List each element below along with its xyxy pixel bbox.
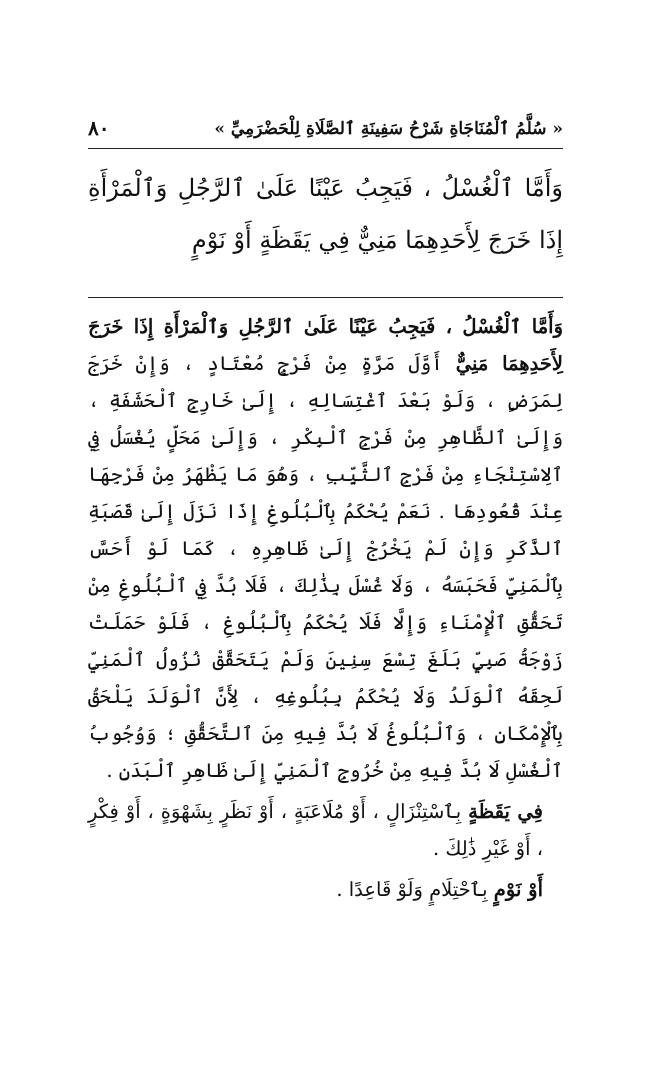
commentary-text: بِٱسْتِنْزَالٍ ، أَوْ مُلَاعَبَةٍ ، أَوْ نَظَرٍ بِشَهْوَةٍ ، أَوْ فِكْرٍ ، أَوْ غَيْرِ ذَٰلِكَ . (88, 800, 543, 860)
commentary-text: أَوَّلَ مَرَّةٍ مِنْ فَرْجٍ مُعْتَادٍ ، وَإِنْ خَرَجَ لِمَرَضٍ ، وَلَوْ بَعْدَ ٱغْتِسَالِهِ ، إِلَىٰ خَارِجِ ٱلْحَشَفَةِ ، وَإِلَىٰ ٱلظَّاهِرِ مِنْ فَرْجِ ٱلْبِكْرِ ، وَإِلَىٰ مَحَلٍّ يُغْسَلُ فِي ٱلِاسْتِنْجَاءِ مِنْ فَرْجِ ٱلثَّيِّبِ ، وَهُوَ مَا يَظْهَرُ مِنْ فَرْجِهَا عِنْدَ قُعُودِهَا . نَعَمْ يُحْكَمُ بِٱلْبُلُوغِ إِذَا نَزَلَ إِلَىٰ قَصَبَةِ ٱلذَّكَرِ وَإِنْ لَمْ يَخْرُجْ إِلَىٰ ظَاهِرِهِ ، كَمَا لَوْ أَحَسَّ بِٱلْمَنِيِّ فَحَبَسَهُ ، وَلَا غُسْلَ بِذَٰلِكَ ، فَلَا بُدَّ فِي ٱلْبُلُوغِ مِنْ تَحَقُّقِ ٱلْإِمْنَاءِ وَإِلَّا فَلَا يُحْكَمُ بِٱلْبُلُوغِ ، فَلَوْ حَمَلَتْ زَوْجَةُ صَبِيٍّ بَلَغَ تِسْعَ سِنِينَ وَلَمْ يَتَحَقَّقْ نُزُولُ ٱلْمَنِيِّ لَحِقَهُ ٱلْوَلَدُ وَلَا يُحْكَمُ بِبُلُوغِهِ ، لِأَنَّ ٱلْوَلَدَ يَلْحَقُ بِٱلْإِمْكَانِ ، وَٱلْبُلُوغُ لَا بُدَّ فِيهِ مِنَ ٱلتَّحَقُّقِ ؛ وَوُجُوبُ ٱلْغُسْلِ لَا بُدَّ فِيهِ مِنْ خُرُوجِ ٱلْمَنِيِّ إِلَىٰ ظَاهِرِ ٱلْبَدَنِ . (88, 352, 563, 782)
matn-divider-rule (88, 297, 563, 298)
quoted-matn-phrase: أَوْ نَوْمٍ (493, 878, 543, 901)
page-header (88, 112, 563, 144)
quoted-matn-phrase: فِي يَقَظَةٍ (468, 800, 543, 823)
sharh-paragraph-1 (88, 308, 563, 789)
commentary-text: بِٱحْتِلَامٍ وَلَوْ قَاعِدًا . (336, 878, 494, 901)
sharh-commentary-block (88, 308, 563, 908)
matn-text-block (88, 162, 563, 266)
page-number: ٨٠ (88, 116, 110, 140)
sharh-paragraph-2 (88, 793, 563, 867)
quoted-matn-phrase: وَأَمَّا ٱلْغُسْلُ ، فَيَجِبُ عَيْنًا عَلَىٰ ٱلرَّجُلِ وَٱلْمَرْأَةِ إِذَا خَرَجَ لِأَحَدِهِمَا مَنِيٌّ (88, 315, 564, 375)
matn-paragraph: وَأَمَّا ٱلْغُسْلُ ، فَيَجِبُ عَيْنًا عَلَىٰ ٱلرَّجُلِ وَٱلْمَرْأَةِ إِذَا خَرَجَ لِأَحَدِهِمَا مَنِيٌّ فِي يَقَظَةٍ أَوْ نَوْمٍ (88, 174, 563, 254)
sharh-paragraph-3 (88, 871, 563, 908)
header-rule (88, 148, 563, 149)
running-title: « سُلَّمُ ٱلْمُنَاجَاةِ شَرْحُ سَفِينَةِ ٱلصَّلَاةِ لِلْحَضْرَمِيِّ » (214, 118, 563, 139)
